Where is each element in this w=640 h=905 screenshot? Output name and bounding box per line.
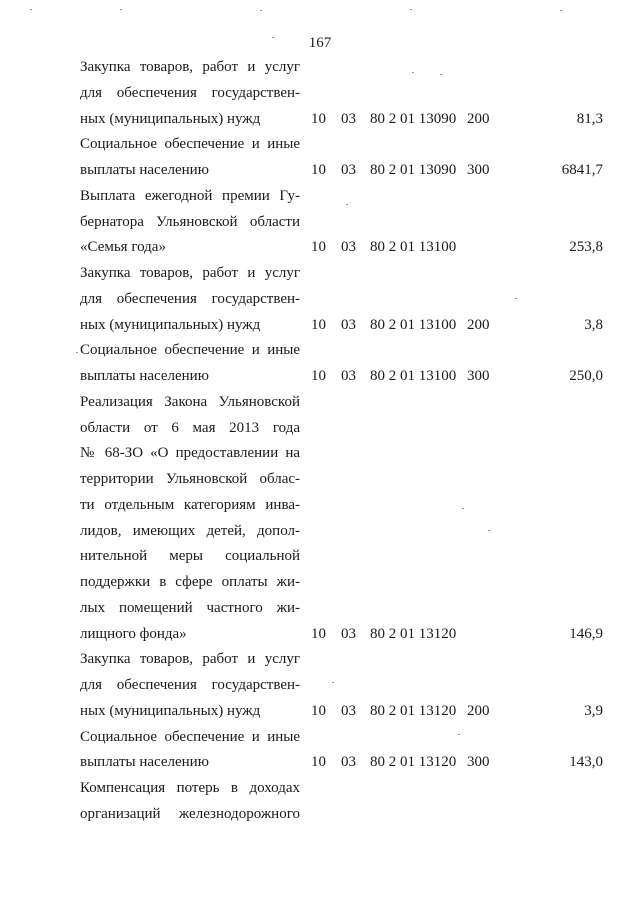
scan-speck <box>410 9 412 10</box>
table-row <box>0 340 640 360</box>
scan-speck <box>272 37 274 38</box>
section-code: 10 <box>311 162 326 178</box>
scan-speck <box>462 508 464 509</box>
row-description: для обеспечения государствен- <box>80 290 300 307</box>
expense-type-code: 200 <box>467 110 490 127</box>
table-row <box>0 160 640 180</box>
subsection-code: 03 <box>341 625 356 642</box>
amount-value: 3,8 <box>584 316 603 333</box>
section-code: 10 <box>311 316 326 333</box>
target-article-code: 80 2 01 13120 <box>370 625 457 642</box>
target-article-code: 80 2 01 13090 <box>370 110 457 127</box>
table-row <box>0 701 640 721</box>
table-row <box>0 521 640 541</box>
row-description: нительной меры социальной <box>80 548 300 565</box>
amount-value: 146,9 <box>569 625 603 642</box>
target-article-code: 80 2 01 13100 <box>370 239 457 256</box>
row-description: бернатора Ульяновской области <box>80 213 300 230</box>
table-row <box>0 109 640 129</box>
row-description: Закупка товаров, работ и услуг <box>80 265 300 281</box>
amount-value: 253,8 <box>569 239 603 256</box>
amount-value: 250,0 <box>569 368 603 384</box>
table-row <box>0 649 640 669</box>
table-row <box>0 443 640 463</box>
row-description: выплаты населению <box>80 754 209 771</box>
table-row <box>0 289 640 309</box>
row-description: для обеспечения государствен- <box>80 84 300 101</box>
row-description: выплаты населению <box>80 368 209 384</box>
scan-speck <box>560 10 562 11</box>
table-row <box>0 57 640 77</box>
row-description: лищного фонда» <box>80 625 187 642</box>
target-article-code: 80 2 01 13100 <box>370 368 457 384</box>
row-description: № 68-ЗО «О предоставлении на <box>80 445 300 462</box>
table-row <box>0 237 640 257</box>
row-description: для обеспечения государствен- <box>80 677 300 693</box>
table-row <box>0 804 640 824</box>
section-code: 10 <box>311 702 326 719</box>
table-row <box>0 778 640 798</box>
table-row <box>0 598 640 618</box>
section-code: 10 <box>311 368 326 384</box>
table-row <box>0 315 640 335</box>
row-description: территории Ульяновской облас- <box>80 471 300 487</box>
subsection-code: 03 <box>341 754 356 771</box>
row-description: организаций железнодорожного <box>80 805 300 822</box>
table-row <box>0 263 640 283</box>
target-article-code: 80 2 01 13120 <box>370 754 457 771</box>
row-description: области от 6 мая 2013 года <box>80 419 300 436</box>
table-row <box>0 134 640 154</box>
row-description: «Семья года» <box>80 239 166 256</box>
page-number: 167 <box>308 35 332 51</box>
scan-speck <box>515 298 517 299</box>
table-row <box>0 495 640 515</box>
table-row <box>0 212 640 232</box>
subsection-code: 03 <box>341 162 356 178</box>
expense-type-code: 200 <box>467 702 490 719</box>
subsection-code: 03 <box>341 702 356 719</box>
expense-type-code: 300 <box>467 162 490 178</box>
scan-speck <box>260 10 262 11</box>
section-code: 10 <box>311 625 326 642</box>
row-description: Реализация Закона Ульяновской <box>80 393 300 410</box>
row-description: ных (муниципальных) нужд <box>80 110 261 127</box>
scan-speck <box>458 734 460 735</box>
amount-value: 81,3 <box>576 110 603 127</box>
row-description: Компенсация потерь в доходах <box>80 780 300 796</box>
table-row <box>0 546 640 566</box>
subsection-code: 03 <box>341 110 356 127</box>
row-description: ных (муниципальных) нужд <box>80 702 261 719</box>
target-article-code: 80 2 01 13120 <box>370 702 457 719</box>
table-row <box>0 392 640 412</box>
row-description: лидов, имеющих детей, допол- <box>80 522 300 539</box>
row-description: ных (муниципальных) нужд <box>80 316 261 333</box>
amount-value: 143,0 <box>569 754 603 771</box>
amount-value: 6841,7 <box>561 162 603 178</box>
row-description: Социальное обеспечение и иные <box>80 728 300 745</box>
amount-value: 3,9 <box>584 702 603 719</box>
scan-speck <box>120 9 122 10</box>
subsection-code: 03 <box>341 316 356 333</box>
table-row <box>0 469 640 489</box>
table-row <box>0 186 640 206</box>
scan-speck <box>440 74 442 75</box>
expense-type-code: 200 <box>467 316 490 333</box>
table-row <box>0 624 640 644</box>
expense-type-code: 300 <box>467 754 490 771</box>
scan-speck <box>412 72 414 73</box>
expense-type-code: 300 <box>467 368 490 384</box>
table-row <box>0 675 640 695</box>
table-row <box>0 727 640 747</box>
section-code: 10 <box>311 110 326 127</box>
row-description: Закупка товаров, работ и услуг <box>80 651 300 668</box>
row-description: ти отдельным категориям инва- <box>80 496 300 513</box>
target-article-code: 80 2 01 13090 <box>370 162 457 178</box>
table-row <box>0 418 640 438</box>
section-code: 10 <box>311 239 326 256</box>
row-description: Социальное обеспечение и иные <box>80 342 300 359</box>
scan-speck <box>346 204 348 205</box>
row-description: выплаты населению <box>80 162 209 178</box>
table-row <box>0 366 640 386</box>
table-row <box>0 752 640 772</box>
scan-speck <box>76 352 78 353</box>
row-description: Социальное обеспечение и иные <box>80 136 300 153</box>
row-description: Закупка товаров, работ и услуг <box>80 59 300 75</box>
subsection-code: 03 <box>341 239 356 256</box>
scan-speck <box>488 530 490 531</box>
scan-speck <box>30 9 32 10</box>
target-article-code: 80 2 01 13100 <box>370 316 457 333</box>
table-row <box>0 83 640 103</box>
row-description: лых помещений частного жи- <box>80 599 300 616</box>
subsection-code: 03 <box>341 368 356 384</box>
row-description: поддержки в сфере оплаты жи- <box>80 574 300 590</box>
scan-speck <box>332 682 334 683</box>
row-description: Выплата ежегодной премии Гу- <box>80 187 300 204</box>
table-row <box>0 572 640 592</box>
section-code: 10 <box>311 754 326 771</box>
